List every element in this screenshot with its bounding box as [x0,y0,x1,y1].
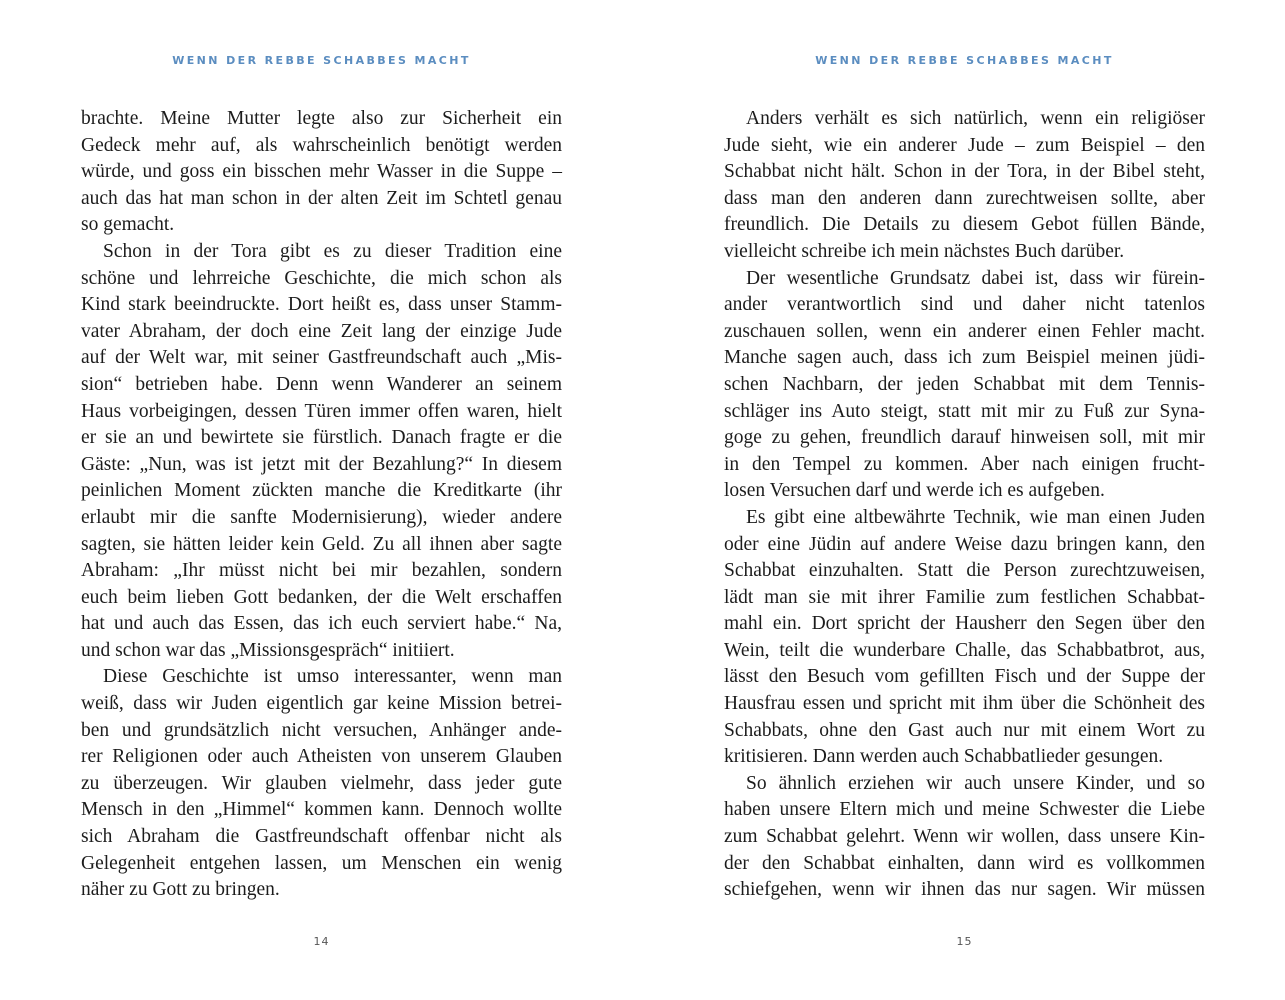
text-line: ander verantwortlich sind und daher nicht tatenlos [724,294,1205,316]
page-number: 14 [313,935,330,948]
text-line: schläger ins Auto steigt, statt mit mir zu Fuß zur Syna- [724,400,1205,422]
text-line: So ähnlich erziehen wir auch unsere Kinder, und so [746,772,1205,794]
text-line: Es gibt eine altbewährte Technik, wie man einen Juden [746,506,1205,528]
page-number: 15 [956,935,973,948]
text-line: goge zu gehen, freundlich darauf hinweisen soll, mit mir [724,427,1205,449]
text-line: Schabbat einzuhalten. Statt die Person zurechtzuweisen, [724,560,1205,582]
text-line: schöne und lehrreiche Geschichte, die mich schon als [81,267,562,289]
text-line: sagten, sie hätten leider kein Geld. Zu all ihnen aber sagte [81,533,562,555]
text-line: Schabbats, ohne den Gast auch nur mit einem Wort zu [724,719,1205,741]
text-line: zuschauen sollen, wenn ein anderer einen Fehler macht. [724,320,1205,342]
text-line: hat und auch das Essen, das ich euch serviert habe.“ Na, [81,613,562,635]
text-line: Jude sieht, wie ein anderer Jude – zum Beispiel – den [724,134,1205,156]
text-line: auch das hat man schon in der alten Zeit im Schtetl genau [81,187,562,209]
text-line: Schon in der Tora gibt es zu dieser Tradition eine [103,240,562,262]
text-line: Diese Geschichte ist umso interessanter, wenn man [103,666,562,688]
text-line: kritisieren. Dann werden auch Schabbatlieder gesungen. [724,746,1164,768]
running-head: WENN DER REBBE SCHABBES MACHT [172,54,471,67]
text-line: sion“ betrieben habe. Denn wenn Wanderer an seinem [81,373,562,395]
text-line: Abraham: „Ihr müsst nicht bei mir bezahlen, sondern [81,560,562,582]
text-line: weiß, dass wir Juden eigentlich gar keine Mission betrei- [81,693,562,715]
text-line: dass man den anderen dann zurechtweisen sollte, aber [724,187,1205,209]
text-line: zu überzeugen. Wir glauben vielmehr, dass jeder gute [81,772,562,794]
text-line: Kind stark beeindruckte. Dort heißt es, dass unser Stamm- [81,294,562,316]
text-line: haben unsere Eltern mich und meine Schwester die Liebe [724,799,1205,821]
text-line: Der wesentliche Grundsatz dabei ist, dass wir fürein- [746,267,1205,289]
text-line: lässt den Besuch vom gefillten Fisch und der Suppe der [724,666,1205,688]
body-text [724,106,1205,904]
text-line: Wein, teilt die wunderbare Challe, das Schabbatbrot, aus, [724,639,1205,661]
text-line: auf der Welt war, mit seiner Gastfreundschaft auch „Mis- [81,347,562,369]
text-line: sich Abraham die Gastfreundschaft offenbar nicht als [81,826,562,848]
text-line: brachte. Meine Mutter legte also zur Sicherheit ein [81,108,562,129]
text-line: ben und grundsätzlich nicht versuchen, Anhänger ande- [81,719,562,741]
text-line: Anders verhält es sich natürlich, wenn ein religiöser [746,108,1205,129]
text-line: Haus vorbeigingen, dessen Türen immer offen waren, hielt [81,400,562,422]
text-line: so gemacht. [81,214,175,236]
text-line: rer Religionen oder auch Atheisten von unserem Glauben [81,746,562,768]
text-line: mahl ein. Dort spricht der Hausherr den Segen über den [724,613,1205,635]
body-text [81,106,562,904]
text-line: losen Versuchen darf und werde ich es aufgeben. [724,480,1105,502]
text-line: Schabbat nicht hält. Schon in der Tora, in der Bibel steht, [724,161,1205,183]
text-line: in den Tempel zu kommen. Aber nach einigen frucht- [724,453,1205,475]
text-line: er sie an und bewirtete sie fürstlich. Danach fragte er die [81,427,562,449]
text-line: schiefgehen, wenn wir ihnen das nur sagen. Wir müssen [724,879,1205,901]
text-line: Gedeck mehr auf, als wahrscheinlich benötigt werden [81,134,562,156]
text-line: peinlichen Moment zückten manche die Kreditkarte (ihr [81,480,562,502]
text-line: lädt man sie mit ihrer Familie zum festlichen Schabbat- [724,586,1205,608]
text-line: oder eine Jüdin auf andere Weise dazu bringen kann, den [724,533,1205,555]
text-line: schen Nachbarn, der jeden Schabbat mit dem Tennis- [724,373,1205,395]
text-line: und schon war das „Missionsgespräch“ initiiert. [81,639,455,661]
text-line: vielleicht schreibe ich mein nächstes Buch darüber. [724,240,1125,262]
text-line: Gelegenheit entgehen lassen, um Menschen ein wenig [81,852,562,874]
text-line: der den Schabbat einhalten, dann wird es vollkommen [724,852,1205,874]
text-line: Gäste: „Nun, was ist jetzt mit der Bezahlung?“ In diesem [81,453,562,475]
left-page [81,0,562,1000]
text-line: erlaubt mir die sanfte Modernisierung), wieder andere [81,506,562,528]
running-head: WENN DER REBBE SCHABBES MACHT [815,54,1114,67]
text-line: euch beim lieben Gott bedanken, der die Welt erschaffen [81,586,562,608]
text-line: näher zu Gott zu bringen. [81,879,280,901]
right-page [724,0,1205,1000]
text-line: Mensch in den „Himmel“ kommen kann. Dennoch wollte [81,799,562,821]
text-line: würde, und goss ein bisschen mehr Wasser in die Suppe – [81,161,562,183]
text-line: Manche sagen auch, dass ich zum Beispiel meinen jüdi- [724,347,1205,369]
text-line: Hausfrau essen und spricht mit ihm über die Schönheit des [724,693,1205,715]
text-line: vater Abraham, der doch eine Zeit lang der einzige Jude [81,320,562,342]
text-line: freundlich. Die Details zu diesem Gebot füllen Bände, [724,214,1205,236]
text-line: zum Schabbat gelehrt. Wenn wir wollen, dass unsere Kin- [724,826,1205,848]
